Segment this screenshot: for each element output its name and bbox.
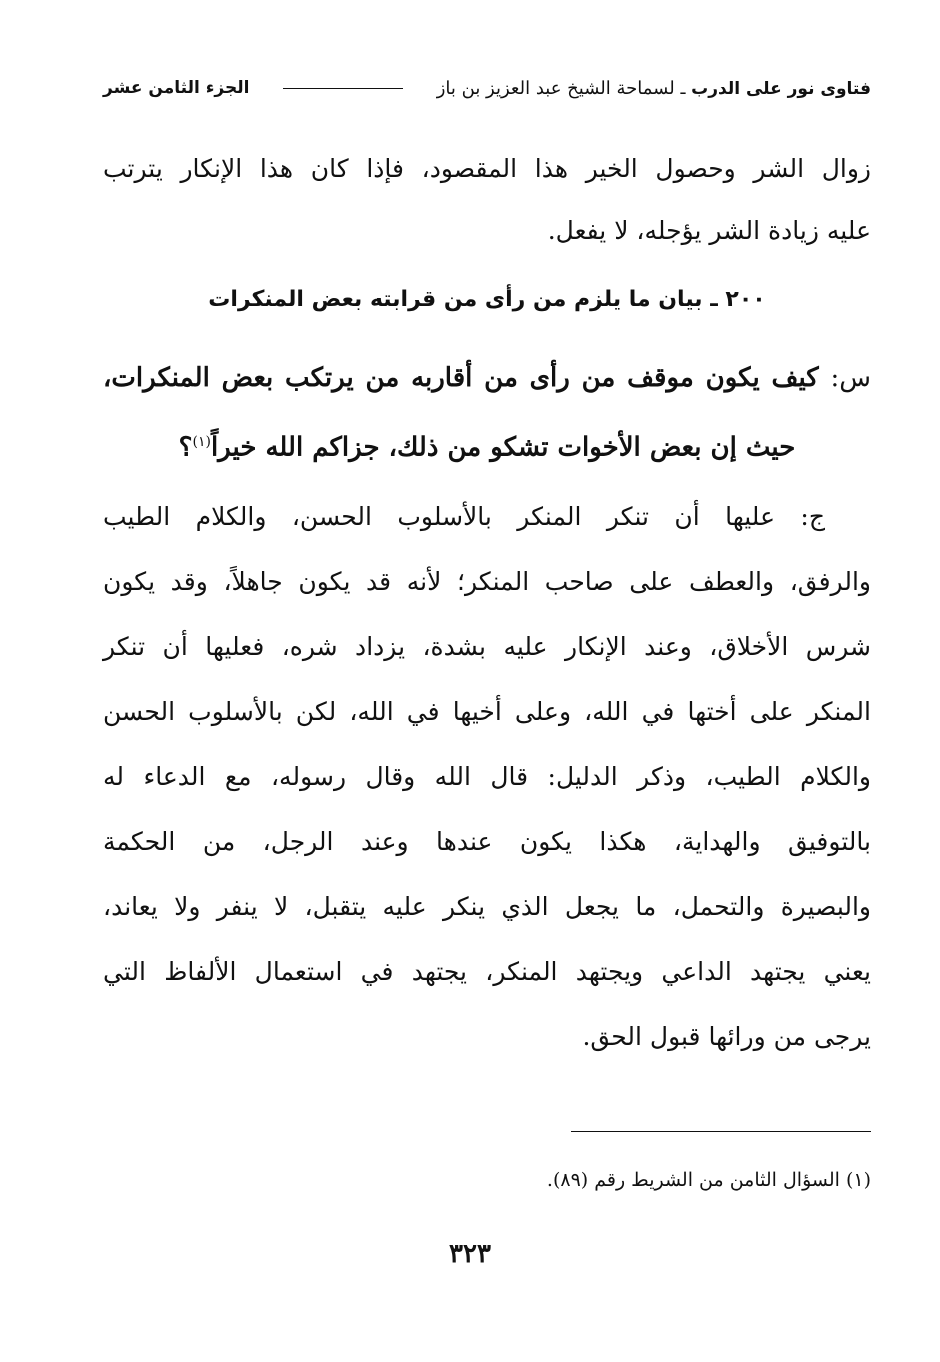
answer-line: المنكر على أختها في الله، وعلى أخيها في الله، لكن بالأسلوب الحسن: [103, 697, 871, 726]
answer-line: والكلام الطيب، وذكر الدليل: قال الله وقال رسوله، مع الدعاء له: [103, 762, 871, 791]
page-number: ٣٢٣: [449, 1239, 491, 1269]
answer-line: ج: عليها أن تنكر المنكر بالأسلوب الحسن، والكلام الطيب: [103, 502, 825, 531]
book-title: فتاوى نور على الدرب: [691, 78, 871, 99]
continuation-paragraph: [103, 138, 871, 262]
question-text-2: حيث إن بعض الأخوات تشكو من ذلك، جزاكم الله خيراً: [210, 432, 796, 463]
running-header: [103, 70, 871, 106]
answer-line: بالتوفيق والهداية، هكذا يكون عندها وعند الرجل، من الحكمة: [103, 827, 871, 856]
question-mark: ؟: [178, 432, 193, 463]
answer-line: يرجى من ورائها قبول الحق.: [582, 1022, 871, 1051]
continuation-line: زوال الشر وحصول الخير هذا المقصود، فإذا كان هذا الإنكار يترتب: [103, 154, 871, 183]
header-rule: [283, 88, 403, 89]
header-dash: ـ: [680, 78, 686, 99]
header-author: لسماحة الشيخ عبد العزيز بن باز: [436, 77, 675, 99]
question-line-1: [103, 346, 871, 410]
question-text-1: كيف يكون موقف من رأى من أقاربه من يرتكب بعض المنكرات،: [103, 363, 819, 393]
question-line-2: [103, 410, 871, 474]
header-left-group: [437, 78, 871, 99]
question-label: س:: [830, 363, 871, 393]
volume-part: الجزء الثامن عشر: [103, 78, 250, 98]
answer-paragraph: [103, 484, 871, 1069]
answer-line: شرس الأخلاق، وعند الإنكار عليه بشدة، يزداد شره، فعليها أن تنكر: [103, 632, 871, 661]
continuation-line: عليه زيادة الشر يؤجله، لا يفعل.: [547, 216, 871, 245]
footnote-reference: (١): [192, 434, 211, 450]
section-heading: ٢٠٠ ـ بيان ما يلزم من رأى من قرابته بعض المنكرات: [208, 287, 766, 312]
footnote-separator: [571, 1131, 871, 1132]
answer-line: والرفق، والعطف على صاحب المنكر؛ لأنه قد يكون جاهلاً، وقد يكون: [103, 567, 871, 596]
footnote: (١) السؤال الثامن من الشريط رقم (٨٩).: [546, 1169, 871, 1191]
answer-line: والبصيرة والتحمل، ما يجعل الذي ينكر عليه يتقبل، لا ينفر ولا يعاند،: [103, 892, 871, 921]
answer-line: يعني يجتهد الداعي ويجتهد المنكر، يجتهد في استعمال الألفاظ التي: [103, 957, 871, 986]
question-block: [103, 346, 871, 474]
